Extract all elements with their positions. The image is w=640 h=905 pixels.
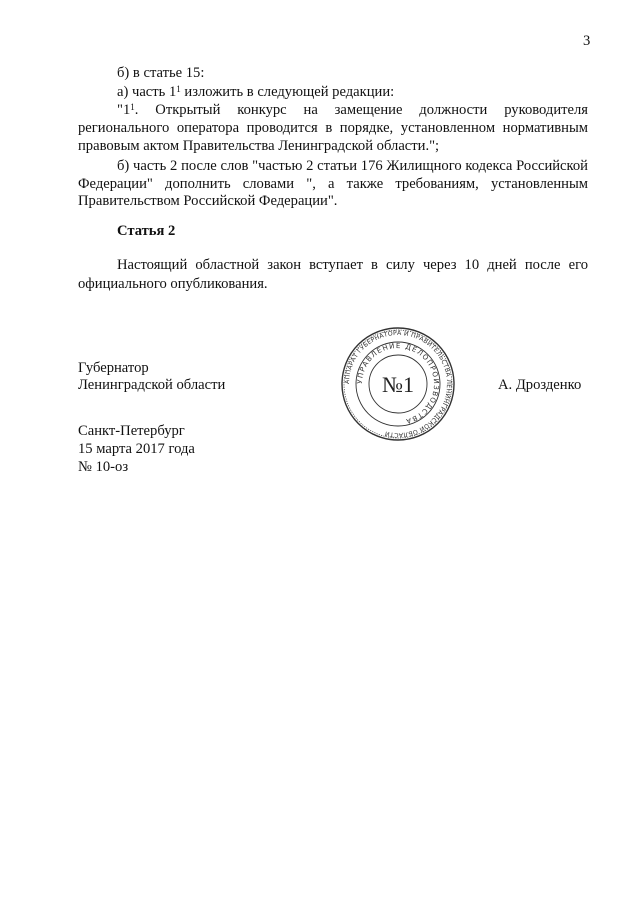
amendment-b2-line-1: б) часть 2 после слов "частью 2 статьи 176 Жилищного кодекса Российской bbox=[117, 158, 588, 174]
amendment-a-suffix: изложить в следующей редакции: bbox=[180, 84, 395, 100]
stamp-outer-text: АППАРАТ ГУБЕРНАТОРА И ПРАВИТЕЛЬСТВА ЛЕНИНГРАДСКОЙ ОБЛАСТИ bbox=[343, 329, 453, 439]
place-of-signing: Санкт-Петербург bbox=[78, 423, 185, 439]
signatory-name: А. Дрозденко bbox=[498, 377, 582, 393]
article-2-line-2: официального опубликования. bbox=[78, 276, 268, 292]
amendment-b2-line-3: Правительством Российской Федерации". bbox=[78, 193, 338, 209]
amendment-b-heading: б) в статье 15: bbox=[117, 65, 205, 81]
quote-superscript: 1 bbox=[130, 102, 135, 112]
quote-line-1 bbox=[117, 102, 588, 119]
amendment-a-superscript: 1 bbox=[176, 84, 181, 94]
quote-open: "1 bbox=[117, 102, 131, 118]
amendment-a-line bbox=[117, 84, 588, 101]
official-stamp bbox=[340, 326, 456, 442]
quote-line-3: правовым актом Правительства Ленинградской области."; bbox=[78, 138, 440, 154]
page-number: 3 bbox=[583, 33, 591, 49]
date-of-signing: 15 марта 2017 года bbox=[78, 441, 195, 457]
stamp-graphic bbox=[340, 326, 456, 442]
quote-line-1-text: . Открытый конкурс на замещение должности руководителя bbox=[134, 102, 588, 118]
amendment-a-prefix: а) часть 1 bbox=[117, 84, 177, 100]
signature-title-line-1: Губернатор bbox=[78, 360, 149, 376]
article-2-heading: Статья 2 bbox=[117, 223, 176, 239]
stamp-inner-text: УПРАВЛЕНИЕ ДЕЛОПРОИЗВОДСТВА bbox=[355, 341, 441, 426]
amendment-b2-line-2: Федерации" дополнить словами ", а также требованиям, установленным bbox=[78, 176, 588, 192]
signature-title-line-2: Ленинградской области bbox=[78, 377, 226, 393]
stamp-number: №1 bbox=[382, 372, 414, 397]
quote-line-2: регионального оператора проводится в порядке, установленном нормативным bbox=[78, 120, 588, 136]
article-2-line-1: Настоящий областной закон вступает в силу через 10 дней после его bbox=[117, 257, 588, 273]
law-number: № 10-оз bbox=[78, 459, 129, 475]
